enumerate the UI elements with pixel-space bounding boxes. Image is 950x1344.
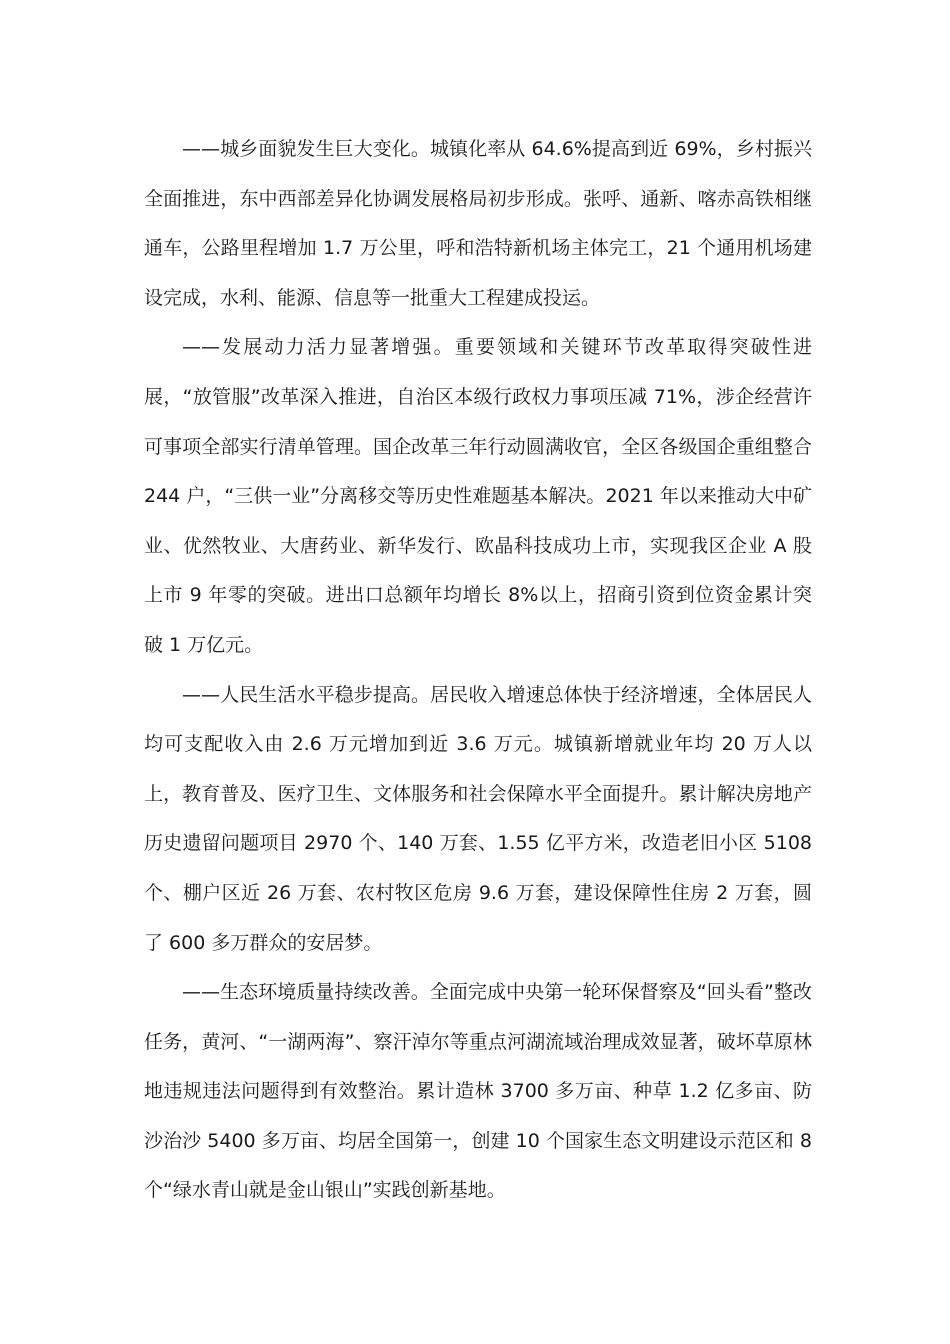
paragraph-living-standards: ——人民生活水平稳步提高。居民收入增速总体快于经济增速，全体居民人均可支配收入由 2.6 万元增加到近 3.6 万元。城镇新增就业年均 20 万人以上，教育普及、医疗卫生、文体服务和社会保障水平全面提升。累计解决房地产历史遗留问题项目 2970 个、140 万套、1.55 亿平方米，改造老旧小区 5108 个、棚户区近 26 万套、农村牧区危房 9.6 万套，建设保障性住房 2 万套，圆了 600 多万群众的安居梦。 [144, 683, 812, 954]
paragraph-urban-rural: ——城乡面貌发生巨大变化。城镇化率从 64.6%提高到近 69%，乡村振兴全面推进，东中西部差异化协调发展格局初步形成。张呼、通新、喀赤高铁相继通车，公路里程增加 1.7 万公里，呼和浩特新机场主体完工，21 个通用机场建设完成，水利、能源、信息等一批重大工程建成投运。 [144, 138, 812, 309]
paragraph-ecological-environment: ——生态环境质量持续改善。全面完成中央第一轮环保督察及“回头看”整改任务，黄河、“一湖两海”、察汗淖尔等重点河湖流域治理成效显著，破坏草原林地违规违法问题得到有效整治。累计造林 3700 多万亩、种草 1.2 亿多亩、防沙治沙 5400 多万亩、均居全国第一，创建 10 个国家生态文明建设示范区和 8 个“绿水青山就是金山银山”实践创新基地。 [144, 981, 812, 1202]
paragraph-development-momentum: ——发展动力活力显著增强。重要领域和关键环节改革取得突破性进展，“放管服”改革深入推进，自治区本级行政权力事项压减 71%，涉企经营许可事项全部实行清单管理。国企改革三年行动圆满收官，全区各级国企重组整合 244 户，“三供一业”分离移交等历史性难题基本解决。2021 年以来推动大中矿业、优然牧业、大唐药业、新华发行、欧晶科技成功上市，实现我区企业 A 股上市 9 年零的突破。进出口总额年均增长 8%以上，招商引资到位资金累计突破 1 万亿元。 [144, 336, 812, 656]
document-body [144, 125, 812, 1216]
